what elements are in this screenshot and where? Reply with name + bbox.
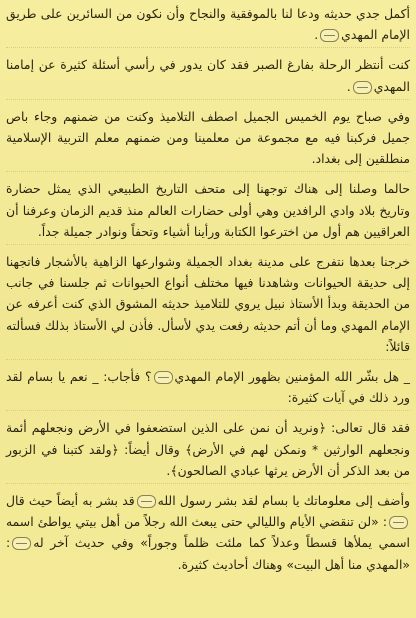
- paragraph-2-text: كنت أنتظر الرحلة بفارغ الصبر فقد كان يدور في رأسي أسئلة كثيرة عن إمامنا المهدي: [6, 57, 410, 94]
- peace-be-upon-him-icon: [353, 81, 372, 94]
- paragraph-4: [6, 178, 410, 245]
- paragraph-1-text: أكمل جدي حديثه ودعا لنا بالموفقية والنجاح وأن نكون من السائرين على طريق الإمام المهدي: [6, 6, 410, 43]
- paragraph-1: [6, 3, 410, 48]
- paragraph-5-text: خرجنا بعدها نتفرج على مدينة بغداد الجميلة وشوارعها الزاهية بالأشجار فاتجهنا إلى حديقة الحيوانات وشاهدنا فيها مختلف أنواع الحيوانات ثم جلسنا في جانب من الحديقة وبدأ الأستاذ نبيل يروي للتلاميذ حديثه المشوق الذي كنت أعرفه عن الإمام المهدي وما أن أتم حديثه رفعت يدي لأسأل. فأذن لي الأستاذ بذلك فسألته قائلاً:: [6, 254, 410, 354]
- paragraph-2: [6, 54, 410, 99]
- paragraph-7: [6, 417, 410, 484]
- paragraph-8-tail: : «المهدي منا أهل البيت» وهناك أحاديث كثيرة.: [6, 535, 410, 572]
- question-text: _ هل بشّر الله المؤمنين بظهور الإمام المهدي: [174, 369, 410, 385]
- peace-be-upon-him-icon: [137, 495, 156, 508]
- quran-verses-text: فقد قال تعالى: ﴿ونريد أن نمن على الذين استضعفوا في الأرض ونجعلهم أئمة ونجعلهم الوارثين * ونمكن لهم في الأرض﴾ وقال أيضاً: ﴿ولقد كتبنا في الزبور من بعد الذكر أن الأرض يرثها عبادي الصالحون﴾.: [6, 420, 410, 478]
- paragraph-6: [6, 366, 410, 411]
- peace-be-upon-him-icon: [12, 537, 31, 550]
- peace-be-upon-him-icon: [320, 29, 339, 42]
- peace-be-upon-him-icon: [154, 371, 173, 384]
- paragraph-3: [6, 106, 410, 173]
- paragraph-4-text: حالما وصلنا إلى هناك توجهنا إلى متحف التاريخ الطبيعي الذي يمثل حضارة وتاريخ بلاد وادي الرافدين وهي أولى حضارات العالم منذ قديم الزمان وعرفنا أن العراقيين هم أول من اخترعوا الكتابة ورأينا أشياء وتحفاً ونوادر جميلة جداً.: [6, 181, 410, 239]
- paragraph-3-text: وفي صباح يوم الخميس الجميل اصطف التلاميذ وكنت من ضمنهم وجاء باص جميل فركبنا فيه مع مجموعة من معلمينا ومن ضمنهم معلم التربية الإسلامية منطلقين إلى بغداد.: [6, 108, 410, 167]
- paragraph-8-mid: قد بشر به أيضاً حيث قال: [6, 493, 135, 509]
- answer-text: ؟ فأجاب: _ نعم يا بسام لقد ورد ذلك في آيات كثيرة:: [6, 369, 410, 406]
- peace-be-upon-him-icon: [389, 516, 408, 529]
- hadith-text: : «لن تنقضي الأيام والليالي حتى يبعث الله رجلاً من أهل بيتي يواطئ اسمه اسمي يملأها قسطاً وعدلاً كما ملئت ظلماً وجوراً» وفي حديث آخر له: [6, 514, 410, 551]
- paragraph-2-end: .: [346, 78, 351, 94]
- paragraph-1-end: .: [314, 27, 319, 43]
- paragraph-8: [6, 490, 410, 577]
- paragraph-8-text: وأضف إلى معلوماتك يا بسام لقد بشر رسول الله: [157, 493, 410, 509]
- paragraph-5: [6, 251, 410, 360]
